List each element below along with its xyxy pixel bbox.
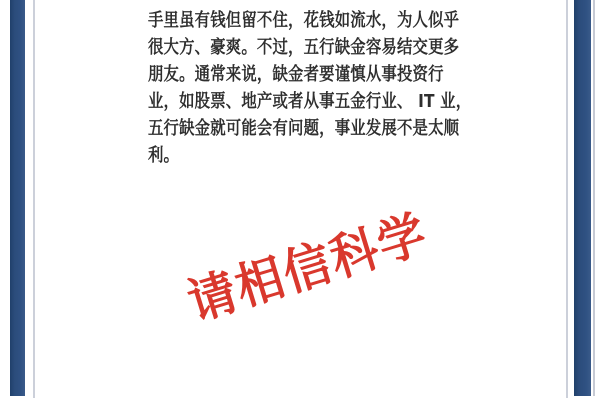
- right-border-bar: [574, 0, 591, 396]
- article-line: 很大方、豪爽。不过，五行缺金容易结交更多: [148, 37, 460, 58]
- watermark-stamp: 请相信科学: [181, 204, 435, 332]
- article-line: 利。: [148, 145, 180, 166]
- article-line: 业，如股票、地产或者从事五金行业、 IT 业，: [148, 91, 472, 112]
- article-line: 朋友。通常来说，缺金者要谨慎从事投资行: [148, 64, 444, 85]
- right-inner-hairline: [566, 0, 568, 398]
- right-outer-hairline: [593, 0, 595, 396]
- left-inner-hairline: [33, 0, 35, 398]
- article-line: 五行缺金就可能会有问题，事业发展不是太顺: [148, 118, 460, 139]
- article-line: 手里虽有钱但留不住，花钱如流水，为人似乎: [148, 10, 460, 31]
- article-text-block: [148, 7, 472, 169]
- left-border-bar: [10, 0, 25, 396]
